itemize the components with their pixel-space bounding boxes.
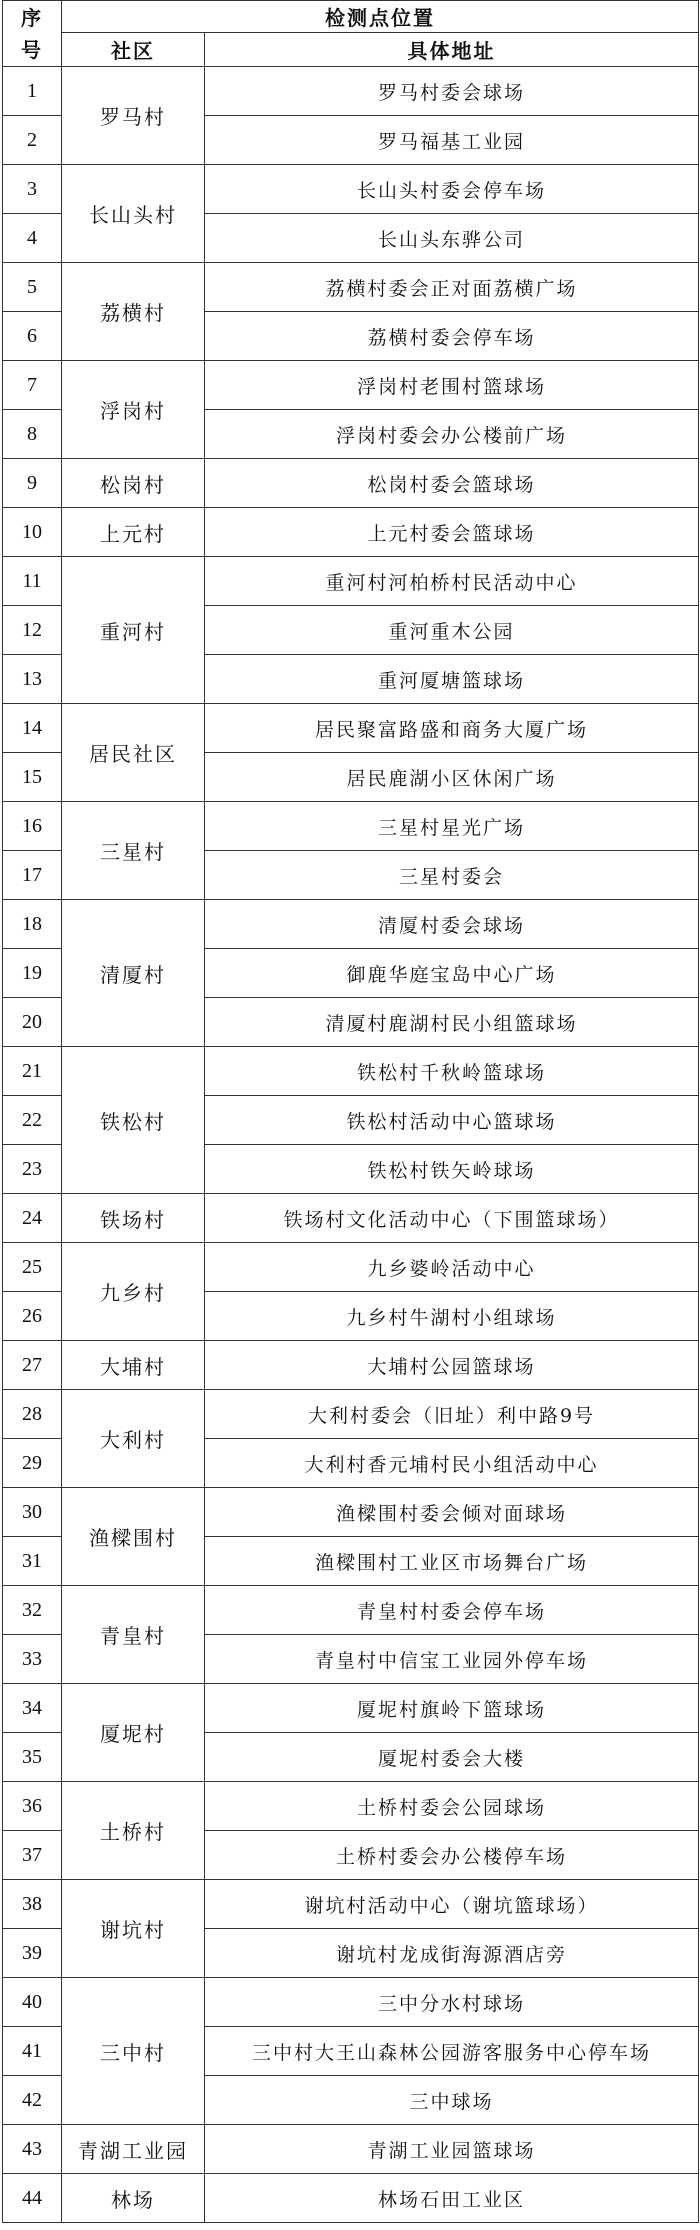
row-number: 23 (3, 1145, 62, 1194)
community-cell: 三星村 (62, 802, 205, 900)
row-number: 11 (3, 557, 62, 606)
address-cell: 铁松村千秋岭篮球场 (205, 1047, 699, 1096)
address-cell: 三星村委会 (205, 851, 699, 900)
address-cell: 九乡婆岭活动中心 (205, 1243, 699, 1292)
testing-sites-table (2, 0, 699, 2223)
community-cell: 谢坑村 (62, 1880, 205, 1978)
address-cell: 居民鹿湖小区休闲广场 (205, 753, 699, 802)
community-cell: 松岗村 (62, 459, 205, 508)
table-row (3, 1047, 699, 1096)
row-number: 14 (3, 704, 62, 753)
table-row (3, 1488, 699, 1537)
address-cell: 浮岗村委会办公楼前广场 (205, 410, 699, 459)
community-cell: 三中村 (62, 1978, 205, 2125)
row-number: 9 (3, 459, 62, 508)
address-cell: 铁场村文化活动中心（下围篮球场） (205, 1194, 699, 1243)
row-number: 6 (3, 312, 62, 361)
row-number: 40 (3, 1978, 62, 2027)
community-cell: 荔横村 (62, 263, 205, 361)
row-number: 22 (3, 1096, 62, 1145)
table-row (3, 704, 699, 753)
address-cell: 长山头东骅公司 (205, 214, 699, 263)
address-cell: 三中分水村球场 (205, 1978, 699, 2027)
community-cell: 浮岗村 (62, 361, 205, 459)
table-row (3, 1390, 699, 1439)
address-cell: 谢坑村龙成街海源酒店旁 (205, 1929, 699, 1978)
community-cell: 青皇村 (62, 1586, 205, 1684)
community-cell: 长山头村 (62, 165, 205, 263)
row-number: 38 (3, 1880, 62, 1929)
community-header: 社区 (62, 33, 205, 67)
community-cell: 土桥村 (62, 1782, 205, 1880)
table-row (3, 1586, 699, 1635)
table-row (3, 1684, 699, 1733)
address-cell: 渔樑围村工业区市场舞台广场 (205, 1537, 699, 1586)
row-number: 21 (3, 1047, 62, 1096)
address-cell: 林场石田工业区 (205, 2174, 699, 2223)
address-cell: 重河厦塘篮球场 (205, 655, 699, 704)
community-cell: 重河村 (62, 557, 205, 704)
row-number: 4 (3, 214, 62, 263)
address-cell: 土桥村委会办公楼停车场 (205, 1831, 699, 1880)
row-number: 5 (3, 263, 62, 312)
address-cell: 青湖工业园篮球场 (205, 2125, 699, 2174)
address-cell: 三星村星光广场 (205, 802, 699, 851)
table-row (3, 361, 699, 410)
address-cell: 土桥村委会公园球场 (205, 1782, 699, 1831)
seq-header-label: 序 号 (21, 5, 43, 62)
address-cell: 居民聚富路盛和商务大厦广场 (205, 704, 699, 753)
row-number: 19 (3, 949, 62, 998)
address-cell: 渔樑围村委会倾对面球场 (205, 1488, 699, 1537)
address-cell: 浮岗村老围村篮球场 (205, 361, 699, 410)
table-row (3, 165, 699, 214)
community-cell: 居民社区 (62, 704, 205, 802)
address-cell: 清厦村鹿湖村民小组篮球场 (205, 998, 699, 1047)
row-number: 37 (3, 1831, 62, 1880)
row-number: 3 (3, 165, 62, 214)
row-number: 10 (3, 508, 62, 557)
table-row (3, 557, 699, 606)
address-cell: 厦坭村旗岭下篮球场 (205, 1684, 699, 1733)
community-cell: 罗马村 (62, 67, 205, 165)
row-number: 28 (3, 1390, 62, 1439)
row-number: 12 (3, 606, 62, 655)
address-cell: 青皇村村委会停车场 (205, 1586, 699, 1635)
row-number: 42 (3, 2076, 62, 2125)
community-cell: 厦坭村 (62, 1684, 205, 1782)
address-header: 具体地址 (205, 33, 699, 67)
row-number: 17 (3, 851, 62, 900)
community-cell: 上元村 (62, 508, 205, 557)
row-number: 24 (3, 1194, 62, 1243)
table-row (3, 508, 699, 557)
row-number: 41 (3, 2027, 62, 2076)
table-row (3, 263, 699, 312)
community-cell: 林场 (62, 2174, 205, 2223)
table-row (3, 1978, 699, 2027)
row-number: 39 (3, 1929, 62, 1978)
address-cell: 大利村委会（旧址）利中路9号 (205, 1390, 699, 1439)
table-row (3, 2174, 699, 2223)
community-cell: 渔樑围村 (62, 1488, 205, 1586)
row-number: 29 (3, 1439, 62, 1488)
row-number: 44 (3, 2174, 62, 2223)
community-cell: 大利村 (62, 1390, 205, 1488)
address-cell: 铁松村铁矢岭球场 (205, 1145, 699, 1194)
address-cell: 清厦村委会球场 (205, 900, 699, 949)
table-row (3, 900, 699, 949)
address-cell: 荔横村委会正对面荔横广场 (205, 263, 699, 312)
address-cell: 三中村大王山森林公园游客服务中心停车场 (205, 2027, 699, 2076)
community-cell: 青湖工业园 (62, 2125, 205, 2174)
row-number: 1 (3, 67, 62, 116)
community-cell: 大埔村 (62, 1341, 205, 1390)
community-cell: 九乡村 (62, 1243, 205, 1341)
row-number: 16 (3, 802, 62, 851)
table-row (3, 67, 699, 116)
table-body (3, 67, 699, 2223)
row-number: 25 (3, 1243, 62, 1292)
row-number: 27 (3, 1341, 62, 1390)
row-number: 30 (3, 1488, 62, 1537)
address-cell: 长山头村委会停车场 (205, 165, 699, 214)
address-cell: 三中球场 (205, 2076, 699, 2125)
community-cell: 清厦村 (62, 900, 205, 1047)
row-number: 34 (3, 1684, 62, 1733)
row-number: 33 (3, 1635, 62, 1684)
address-cell: 上元村委会篮球场 (205, 508, 699, 557)
address-cell: 大利村香元埔村民小组活动中心 (205, 1439, 699, 1488)
row-number: 35 (3, 1733, 62, 1782)
row-number: 36 (3, 1782, 62, 1831)
table-row (3, 1341, 699, 1390)
table-row (3, 1194, 699, 1243)
row-number: 2 (3, 116, 62, 165)
address-cell: 厦坭村委会大楼 (205, 1733, 699, 1782)
row-number: 7 (3, 361, 62, 410)
address-cell: 松岗村委会篮球场 (205, 459, 699, 508)
row-number: 18 (3, 900, 62, 949)
address-cell: 铁松村活动中心篮球场 (205, 1096, 699, 1145)
community-cell: 铁场村 (62, 1194, 205, 1243)
row-number: 15 (3, 753, 62, 802)
address-cell: 罗马福基工业园 (205, 116, 699, 165)
address-cell: 罗马村委会球场 (205, 67, 699, 116)
address-cell: 重河村河柏桥村民活动中心 (205, 557, 699, 606)
address-cell: 大埔村公园篮球场 (205, 1341, 699, 1390)
address-cell: 御鹿华庭宝岛中心广场 (205, 949, 699, 998)
row-number: 20 (3, 998, 62, 1047)
row-number: 32 (3, 1586, 62, 1635)
row-number: 43 (3, 2125, 62, 2174)
address-cell: 谢坑村活动中心（谢坑篮球场） (205, 1880, 699, 1929)
table-row (3, 1782, 699, 1831)
table-row (3, 1880, 699, 1929)
location-header: 检测点位置 (62, 1, 699, 33)
address-cell: 九乡村牛湖村小组球场 (205, 1292, 699, 1341)
row-number: 26 (3, 1292, 62, 1341)
row-number: 8 (3, 410, 62, 459)
address-cell: 重河重木公园 (205, 606, 699, 655)
address-cell: 荔横村委会停车场 (205, 312, 699, 361)
row-number: 31 (3, 1537, 62, 1586)
table-row (3, 1243, 699, 1292)
row-number: 13 (3, 655, 62, 704)
seq-header (3, 1, 62, 67)
table-row (3, 802, 699, 851)
address-cell: 青皇村中信宝工业园外停车场 (205, 1635, 699, 1684)
community-cell: 铁松村 (62, 1047, 205, 1194)
table-row (3, 2125, 699, 2174)
table-row (3, 459, 699, 508)
